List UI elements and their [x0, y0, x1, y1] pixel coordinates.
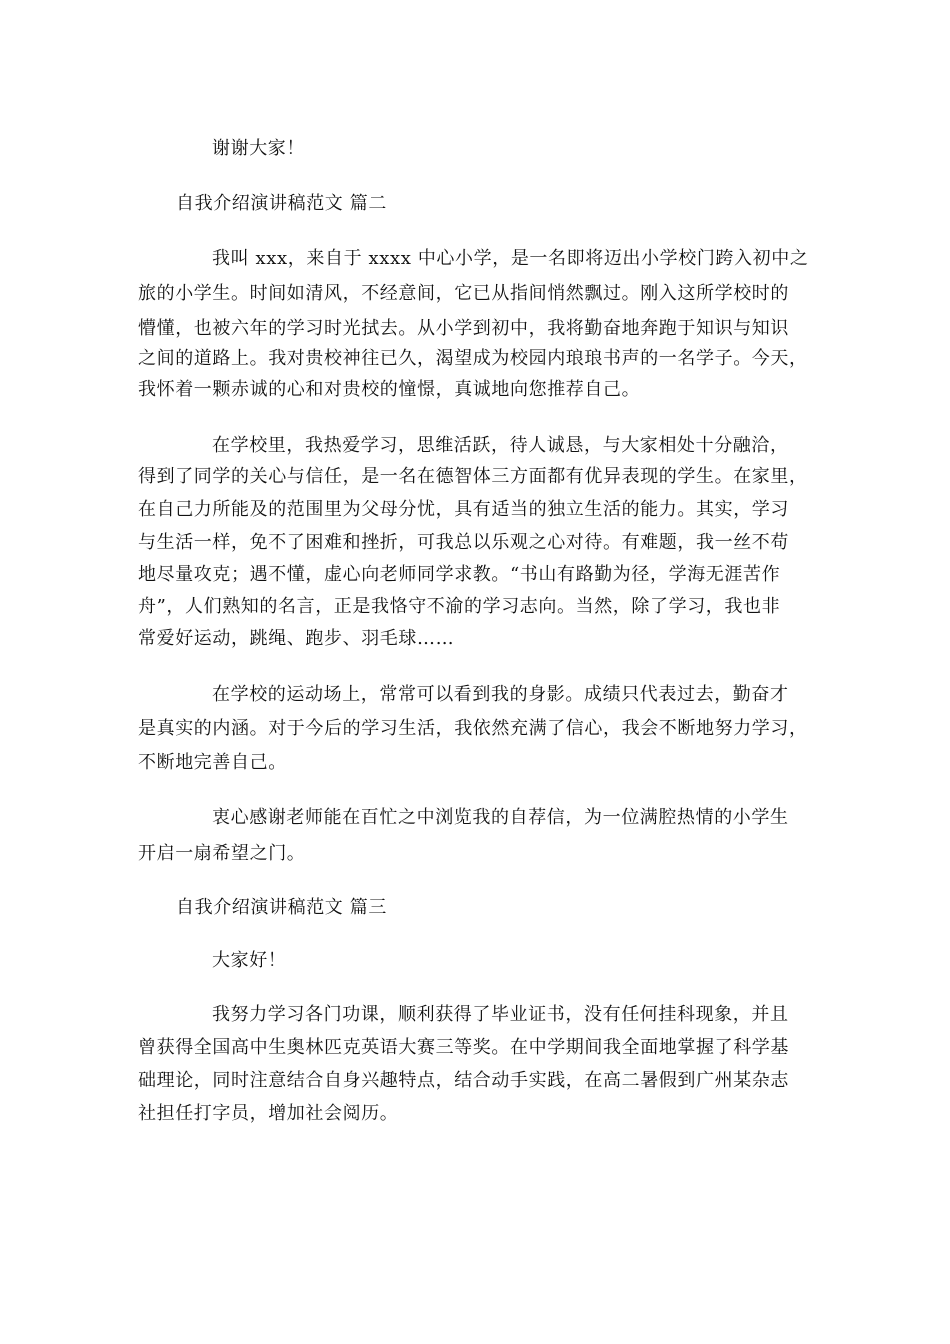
paragraph-line: 社担任打字员，增加社会阅历。 [138, 1103, 399, 1124]
section-heading-3: 自我介绍演讲稿范文 篇三 [176, 897, 387, 918]
paragraph-line: 在学校的运动场上，常常可以看到我的身影。成绩只代表过去，勤奋才 [212, 684, 789, 705]
paragraph-line: 曾获得全国高中生奥林匹克英语大赛三等奖。在中学期间我全面地掌握了科学基 [138, 1037, 789, 1058]
paragraph-line: 开启一扇希望之门。 [138, 843, 306, 864]
paragraph-line: 地尽量攻克；遇不懂，虚心向老师同学求教。“书山有路勤为径，学海无涯苦作 [138, 564, 781, 585]
closing-line: 谢谢大家！ [212, 138, 305, 159]
greeting-line: 大家好！ [212, 950, 287, 971]
paragraph-line: 在自己力所能及的范围里为父母分忧，具有适当的独立生活的能力。其实，学习 [138, 499, 789, 520]
paragraph-line: 懵懂，也被六年的学习时光拭去。从小学到初中，我将勤奋地奔跑于知识与知识 [138, 318, 789, 339]
paragraph-line: 得到了同学的关心与信任，是一名在德智体三方面都有优异表现的学生。在家里， [138, 466, 808, 487]
paragraph-line: 础理论，同时注意结合自身兴趣特点，结合动手实践，在高二暑假到广州某杂志 [138, 1070, 789, 1091]
paragraph-line: 旅的小学生。时间如清风，不经意间，它已从指间悄然飘过。刚入这所学校时的 [138, 283, 789, 304]
section-heading-2: 自我介绍演讲稿范文 篇二 [176, 193, 387, 214]
paragraph-line: 与生活一样，免不了困难和挫折，可我总以乐观之心对待。有难题，我一丝不苟 [138, 532, 789, 553]
paragraph-line: 是真实的内涵。对于今后的学习生活，我依然充满了信心，我会不断地努力学习， [138, 718, 808, 739]
paragraph-line: 我怀着一颗赤诚的心和对贵校的憧憬，真诚地向您推荐自己。 [138, 379, 641, 400]
paragraph-line: 衷心感谢老师能在百忙之中浏览我的自荐信，为一位满腔热情的小学生 [212, 807, 789, 828]
paragraph-line: 我叫 xxx，来自于 xxxx 中心小学，是一名即将迈出小学校门跨入初中之 [212, 248, 809, 269]
paragraph-line: 之间的道路上。我对贵校神往已久，渴望成为校园内琅琅书声的一名学子。今天， [138, 348, 808, 369]
paragraph-line: 舟”，人们熟知的名言，正是我恪守不渝的学习志向。当然，除了学习，我也非 [138, 596, 781, 617]
paragraph-line: 不断地完善自己。 [138, 752, 287, 773]
paragraph-line: 我努力学习各门功课，顺利获得了毕业证书，没有任何挂科现象，并且 [212, 1004, 789, 1025]
paragraph-line: 在学校里，我热爱学习，思维活跃，待人诚恳，与大家相处十分融洽， [212, 435, 789, 456]
paragraph-line: 常爱好运动，跳绳、跑步、羽毛球…… [138, 628, 455, 649]
